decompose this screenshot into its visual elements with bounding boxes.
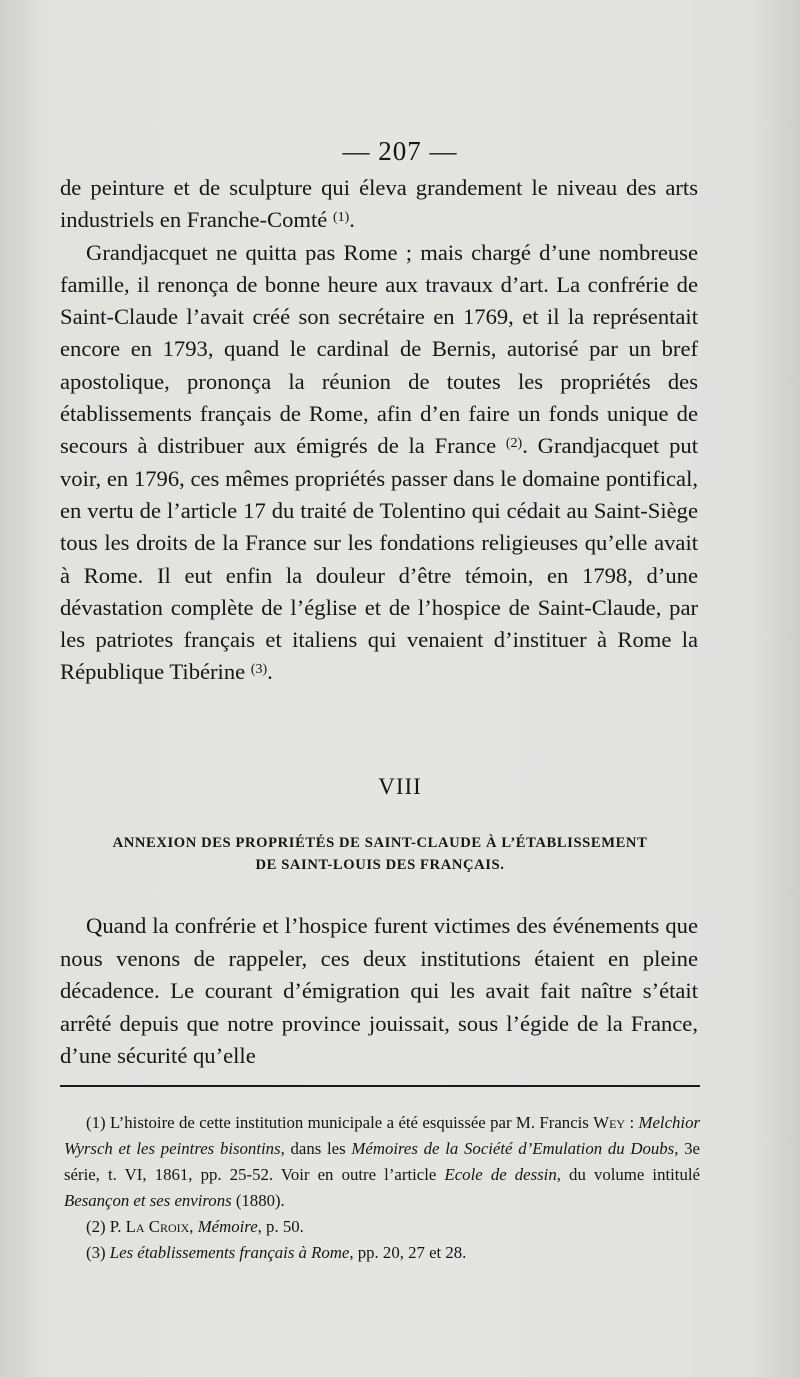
work-title: Melchior Wyrsch et les peintres bisontins (64, 1113, 701, 1158)
work-title: Besançon et ses environs (64, 1191, 232, 1210)
footnote-ref-3[interactable]: (3) (250, 662, 268, 678)
section-number: VIII (378, 774, 422, 799)
footnote-text: , dans les (280, 1139, 352, 1158)
footnote-text: : (625, 1113, 639, 1132)
body-text-lower (60, 910, 698, 1073)
paragraph-continuation (60, 172, 698, 237)
author-name: Wey (593, 1113, 626, 1132)
work-title: Mémoire (197, 1217, 258, 1236)
paragraph-text: de peinture et de sculpture qui éleva grandement le niveau des arts industriels en Franche-Comté (60, 175, 698, 233)
paragraph-text-end: . (349, 207, 355, 233)
paragraph-text: Grandjacquet ne quitta pas Rome ; mais chargé d’une nombreuse famille, il renonça de bonne heure aux travaux d’art. La confrérie de Saint-Claude l’avait créé son secrétaire en 1769, et il la représentait encore en 1793, quand le cardinal de Bernis, autorisé par un bref apostolique, prononça la réunion de toutes les propriétés des établissements français de Rome, afin d’en faire un fonds unique de secours à distribuer aux émigrés de la France (60, 239, 698, 459)
footnote-3 (64, 1240, 700, 1266)
section-title (60, 832, 700, 876)
footnote-rule (60, 1085, 700, 1087)
footnote-1 (64, 1110, 700, 1214)
body-text-upper (60, 172, 698, 689)
work-title: Les établissements français à Rome (109, 1243, 350, 1262)
footnote-text: , du volume intitulé (556, 1165, 700, 1184)
paragraph-confrerie: Quand la confrérie et l’hospice furent victimes des événements que nous venons de rappeler, ces deux institutions étaient en pleine décadence. Le courant d’émigration qui les avait fait naître s’était arrêté depuis que notre province jouissait, sous l’égide de la France, d’une sécurité qu’elle (60, 913, 698, 1068)
paragraph-text-end: . (267, 659, 273, 685)
footnote-text: P. (109, 1217, 126, 1236)
footnote-text: L’histoire de cette institution municipale a été esquissée par M. Francis (109, 1113, 589, 1132)
page-number: — 207 — (342, 136, 458, 166)
work-title: Mémoires de la Société d’Emulation du Doubs (351, 1139, 675, 1158)
footnote-mark: (3) (86, 1243, 106, 1262)
paragraph-text-mid: . Grandjacquet put voir, en 1796, ces mêmes propriétés passer dans le domaine pontifical, en vertu de l’article 17 du traité de Tolentino qui cédait au Saint-Siège tous les droits de la France sur les fondations religieuses qu’elle avait à Rome. Il eut enfin la douleur d’être témoin, en 1798, d’une dévastation complète de l’église et de l’hospice de Saint-Claude, par les patriotes français et italiens qui venaient d’instituer à Rome la République Tibérine (60, 433, 698, 685)
footnote-2 (64, 1214, 700, 1240)
footnote-text: , pp. 20, 27 et 28. (349, 1243, 467, 1262)
author-name: La Croix (125, 1217, 190, 1236)
footnote-text: (1880). (231, 1191, 285, 1210)
footnote-mark: (1) (86, 1113, 106, 1132)
footnote-text: , (189, 1217, 198, 1236)
footnote-ref-1[interactable]: (1) (332, 210, 350, 226)
section-title-line-1: ANNEXION DES PROPRIÉTÉS DE SAINT-CLAUDE À L’ÉTABLISSEMENT (112, 835, 648, 851)
section-title-line-2: DE SAINT-LOUIS DES FRANÇAIS. (255, 857, 505, 873)
footnote-mark: (2) (86, 1217, 106, 1236)
paragraph-grandjacquet (60, 237, 698, 689)
footnote-text: , 3e série, t. VI, 1861, pp. 25-52. Voir en outre l’article (64, 1139, 700, 1184)
footnote-text: , p. 50. (257, 1217, 304, 1236)
work-title: Ecole de dessin (444, 1165, 557, 1184)
footnotes (64, 1110, 700, 1266)
footnote-ref-2[interactable]: (2) (505, 436, 523, 452)
